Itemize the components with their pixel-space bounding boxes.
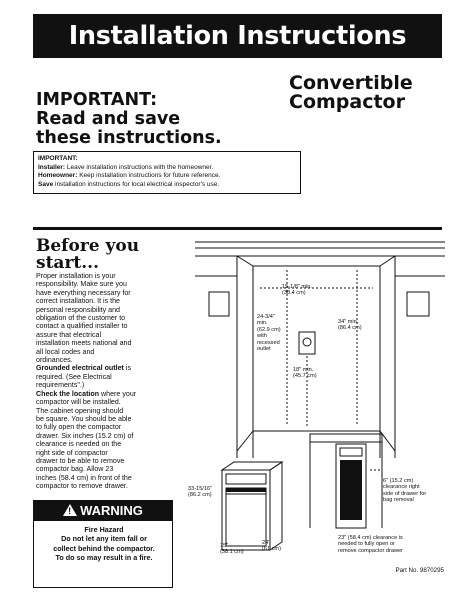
body-line: contact a qualified installer to (36, 322, 128, 331)
body-line: requirements".) (36, 381, 85, 390)
body-line: compactor to remove drawer. (36, 482, 128, 491)
label-side-clearance: 6" (15.2 cm) clearance right side of drawer for bag removal (383, 478, 427, 504)
label-right-height: 34" min. (86.4 cm) (338, 319, 362, 332)
body-line: to fully open the compactor (36, 423, 122, 432)
body-line: drawer to be able to remove (36, 456, 125, 465)
body-line: correct installation. It is the (36, 297, 120, 306)
note-line-homeowner: Homeowner: Keep installation instructions for future reference. (38, 172, 221, 180)
part-number: Part No. 9870295 (395, 567, 444, 574)
important-note-box (33, 151, 301, 194)
body-line: have everything necessary for (36, 288, 131, 297)
body-line: drawer. Six inches (15.2 cm) of (36, 431, 134, 440)
body-line: clearance is needed on the (36, 440, 122, 449)
warning-title-bar: ! WARNING (34, 501, 172, 521)
installed-clearance-diagram (306, 430, 386, 530)
product-name: Convertible Compactor (289, 72, 413, 113)
body-line: ordinances. (36, 356, 73, 365)
label-unit-width: 15" (38.1 cm) (220, 543, 244, 556)
label-unit-depth: 24" (61 cm) (262, 540, 281, 553)
body-line: installation meets national and (36, 339, 132, 348)
body-line: inches (58.4 cm) in front of the (36, 473, 132, 482)
warning-text: Fire Hazard Do not let any item fall or collect behind the compactor. To do so may result in a fire. (53, 525, 155, 562)
warning-triangle-icon: ! (63, 504, 77, 516)
body-line: all local codes and (36, 347, 95, 356)
body-line: Proper installation is your (36, 272, 116, 280)
note-title: IMPORTANT: (38, 155, 78, 162)
body-line: compactor bag. Allow 23 (36, 465, 114, 474)
label-opening-width: 15-1/8" min. (38.4 cm) (282, 284, 312, 297)
before-you-start-heading: Before you start... (36, 236, 140, 273)
body-line: compactor will be installed. (36, 398, 121, 407)
label-unit-height: 33-15/16" (86.2 cm) (188, 486, 213, 499)
body-line-outlet-lead: Grounded electrical outlet is (36, 364, 131, 373)
cabinet-opening-diagram (195, 236, 445, 458)
body-line: right side of compactor (36, 448, 108, 457)
body-line: personal responsibility and (36, 305, 120, 314)
label-left-height: 24-3/4" min. (62.9 cm) with recessed outlet (257, 314, 281, 353)
note-line-installer: Installer: Leave installation instructions with the homeowner. (38, 163, 214, 171)
body-line: assure that electrical (36, 330, 102, 339)
body-line-location-lead: Check the location where your (36, 389, 137, 398)
important-heading: IMPORTANT: Read and save these instructions. (36, 90, 222, 148)
before-body-text (36, 272, 186, 491)
label-outlet-height: 18" min. (45.7 cm) (293, 367, 317, 380)
body-line: obligation of the customer to (36, 314, 126, 323)
title-banner: Installation Instructions (33, 14, 442, 58)
note-line-save: Save installation instructions for local electrical inspector's use. (38, 180, 220, 188)
body-line: be square. You should be able (36, 414, 132, 423)
body-line: required. (See Electrical (36, 372, 112, 381)
warning-box (33, 500, 173, 588)
label-front-clearance: 23" (58.4 cm) clearance is needed to fully open or remove compactor drawer (338, 535, 403, 554)
section-divider (33, 227, 442, 230)
body-line: The cabinet opening should (36, 406, 124, 415)
body-line: responsibility. Make sure you (36, 280, 127, 289)
